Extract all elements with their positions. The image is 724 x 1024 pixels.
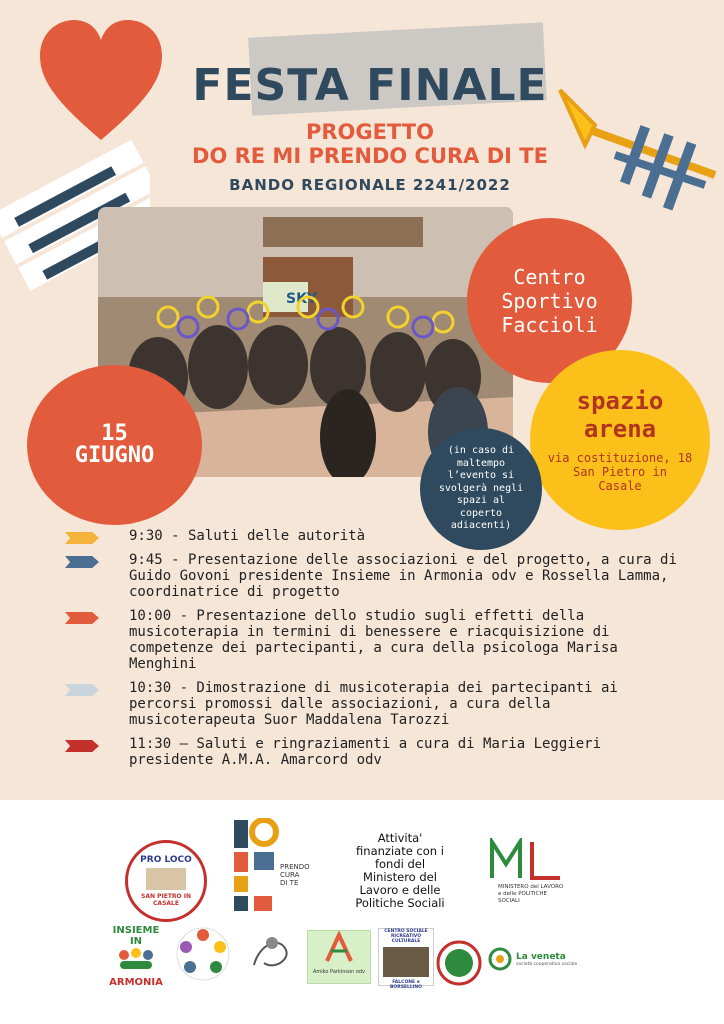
arrow-icon [65, 556, 99, 568]
la-veneta-logo [488, 944, 578, 974]
rain-note-line: l’evento si [447, 470, 515, 482]
rain-note-line: spazi al [456, 495, 506, 507]
page-title: FESTA FINALE [192, 60, 548, 111]
rain-note-line: svolgerà negli [438, 482, 524, 494]
round-green-logo [436, 940, 482, 986]
location-line: Sportivo [501, 288, 598, 313]
agenda-item [65, 736, 685, 768]
agenda-item [65, 552, 685, 600]
location-line: Centro [513, 264, 586, 289]
rain-note-line: coperto [459, 507, 503, 519]
arena-address: Casale [598, 479, 642, 493]
centro-name: CENTRO SOCIALE [384, 929, 428, 934]
building-icon [146, 868, 186, 890]
arena-address: via costituzione, 18 [547, 451, 693, 465]
proloco-logo [125, 840, 207, 922]
proloco-name: PRO LOCO [140, 855, 192, 865]
funding-line: Politiche Sociali [355, 896, 445, 910]
agenda-text: 11:30 – Saluti e ringraziamenti a cura di Maria Leggieri presidente A.M.A. Amarcord odv [129, 736, 602, 768]
agenda-text: 9:45 - Presentazione delle associazioni e del progetto, a cura di Guido Govoni presidente Insieme in Armonia odv e Rossella Lamma, coordinatrice di progetto [129, 552, 677, 600]
agenda-item [65, 608, 685, 672]
agenda-text: 10:30 - Dimostrazione di musicoterapia dei partecipanti ai percorsi promossi dalle associazioni, a cura della musicoterapeuta Suor Maddalena Tarozzi [129, 680, 618, 728]
proloco-town: SAN PIETRO IN CASALE [141, 893, 191, 907]
sketch-logo [244, 925, 296, 980]
funding-line: fondi del [374, 857, 426, 871]
people-icon [116, 947, 156, 973]
colorful-circle-logo [172, 925, 234, 983]
portrait-icon [383, 947, 429, 977]
funding-line: Ministero del [363, 870, 437, 884]
date-month: GIUGNO [74, 443, 155, 468]
centro-sociale-logo [378, 928, 434, 990]
arena-badge [530, 350, 710, 530]
rain-note-line: (in caso di [447, 445, 515, 457]
heart-icon [40, 20, 162, 145]
hands-icon [488, 947, 512, 971]
project-name [150, 120, 590, 168]
centro-name: FALCONE e BORSELLINO [389, 980, 423, 990]
insieme-logo [105, 925, 167, 988]
ministry-emblem-icon [488, 838, 568, 880]
doremi-logo [232, 818, 310, 913]
doremi-tagline: PRENDO CURA DI TE [280, 863, 310, 887]
agenda-item [65, 680, 685, 728]
ministry-name: MINISTERO del LAVORO [498, 884, 564, 890]
amiko-emblem-icon [319, 931, 359, 965]
bando-label: BANDO REGIONALE 2241/2022 [229, 176, 511, 194]
agenda-text: 10:00 - Presentazione dello studio sugli effetti della musicoterapia in termini di benessere e riacquisizione di competenze dei partecipanti, a cura della psicologa Marisa Menghini [129, 608, 618, 672]
funding-line: finanziate con i [356, 844, 444, 858]
agenda-text: 9:30 - Saluti delle autorità [129, 528, 366, 544]
location-line: Faccioli [501, 312, 598, 337]
amiko-logo [307, 930, 371, 984]
photo-sign: SKY [286, 291, 318, 307]
centro-name: RICREATIVO CULTURALE [390, 934, 422, 944]
arena-address: San Pietro in [573, 465, 667, 479]
project-title: DO RE MI PRENDO CURA DI TE [192, 144, 548, 168]
funding-note [330, 832, 470, 910]
insieme-name: INSIEME IN [112, 925, 160, 947]
arrow-icon [65, 532, 99, 544]
funding-line: Attivita' [377, 831, 423, 845]
arrow-icon [65, 740, 99, 752]
agenda-item [65, 528, 685, 544]
ministry-name: e delle POLITICHE SOCIALI [498, 891, 547, 904]
arena-title: arena [583, 415, 657, 443]
amiko-name: Amiko Parkinson odv [312, 969, 366, 975]
doremi-letters-icon [232, 818, 284, 913]
arrow-icon [65, 612, 99, 624]
insieme-name: ARMONIA [109, 977, 163, 988]
ministry-logo [488, 838, 568, 908]
rain-note-line: adiacenti) [450, 520, 512, 532]
date-day: 15 [101, 421, 128, 446]
agenda-list [65, 528, 685, 776]
funding-line: Lavoro e delle [359, 883, 441, 897]
project-label: PROGETTO [306, 120, 434, 144]
arrow-icon [65, 684, 99, 696]
veneta-name: La veneta [516, 951, 566, 962]
arena-title: spazio [576, 387, 664, 415]
veneta-tagline: società cooperativa sociale [516, 961, 578, 967]
date-badge [27, 365, 202, 525]
rain-note-line: maltempo [456, 457, 506, 469]
